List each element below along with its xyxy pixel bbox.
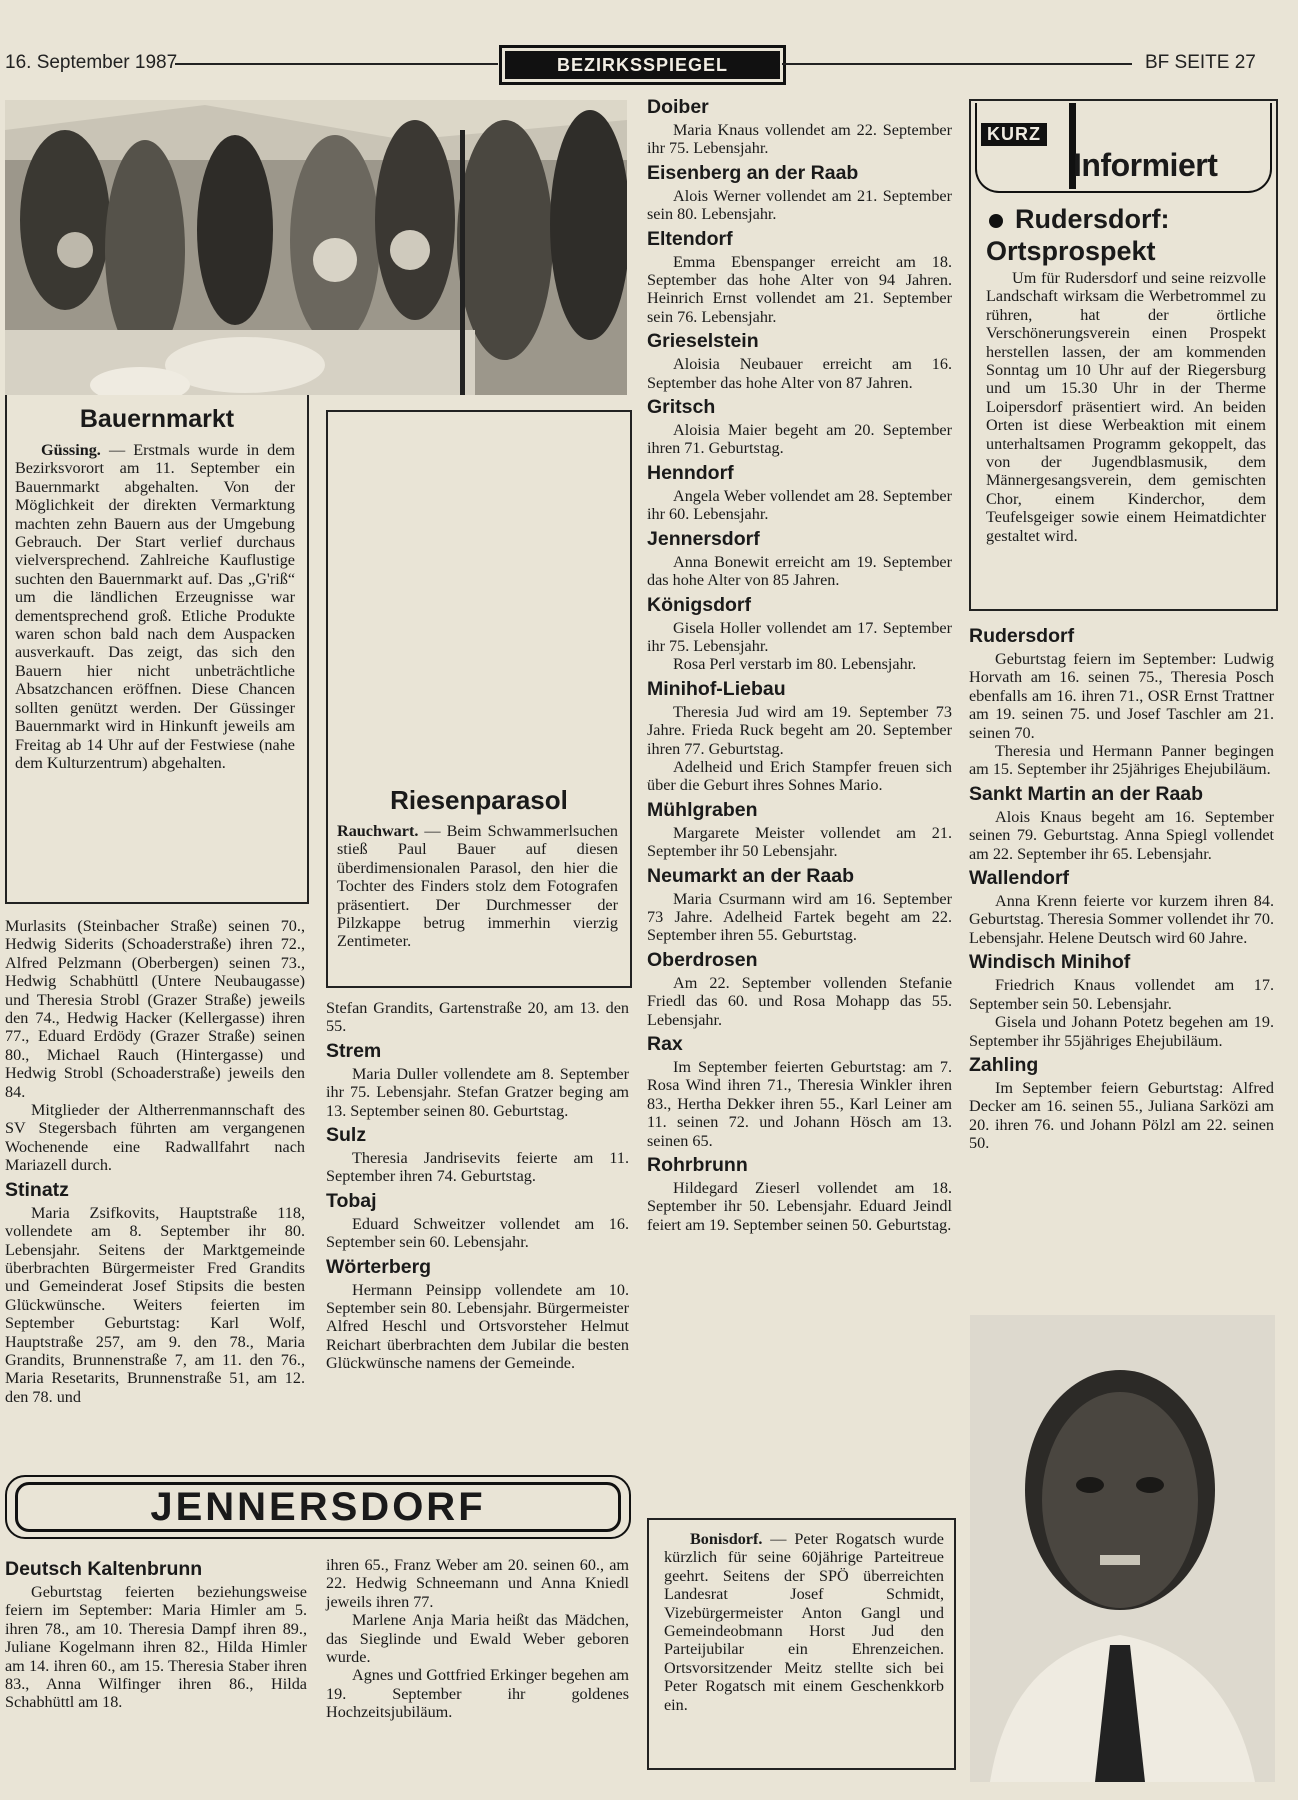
heading-grieselstein: Grieselstein [647,330,759,353]
heading-deutsch-kaltenbrunn: Deutsch Kaltenbrunn [5,1558,203,1580]
col1-paragraph-1: Murlasits (Steinbacher Straße) seinen 70., Hedwig Siderits (Schoaderstraße) ihren 72., Alfred Pelzmann (Oberbergen) seinen 73., Hedwig Schabhüttl (Untere Neubaugasse) und Theresia Strobl (Grazer Straße) jeweils den 74., Hedwig Hacker (Kellergasse) ihren 77., Eduard Erdödy (Grazer Straße) seinen 80., Michael Rauch (Hintergasse) und Hedwig Strobl (Schoaderstraße) jeweils den 84. [5,917,305,1101]
eltendorf-text: Emma Ebenspanger erreicht am 18. September das hohe Alter von 94 Jahren. Heinrich Ernst vollendet am 21. September sein 76. Lebensjahr. [647,252,952,326]
heading-eltendorf: Eltendorf [647,227,733,250]
deutsch-kaltenbrunn-text-2: ihren 65., Franz Weber am 20. seinen 60., am 22. Hedwig Schneemann und Anna Kniedl jeweils ihren 77. [326,1556,629,1611]
oberdrosen-text: Am 22. September vollenden Stefanie Friedl das 60. und Rosa Mohapp das 55. Lebensjahr. [647,973,952,1029]
rudersdorf-text: Geburtstag feiern im September: Ludwig Horvath am 16. seinen 75., Theresia Posch ebenfalls am 16. ihren 71., OSR Ernst Trattner am 19. seinen 75. und Josef Taschler am 21. seinen 70. [969,650,1274,742]
jennersdorf-banner [5,1475,631,1539]
heading-koenigsdorf: Königsdorf [647,593,751,616]
heading-henndorf: Henndorf [647,461,734,484]
neumarkt-text: Maria Csurmann wird am 16. September 73 Jahre. Adelheid Fartek begeht am 22. September ihren 55. Geburtstag. [647,889,952,945]
riesenparasol-place: Rauchwart. [337,822,419,840]
minihof-liebau-text-2: Adelheid und Erich Stampfer freuen sich über die Geburt ihres Sohnes Mario. [647,757,952,795]
column-4 [969,625,1274,1153]
page-number: BF SEITE 27 [1145,52,1256,73]
heading-neumarkt: Neumarkt an der Raab [647,864,854,887]
heading-wallendorf: Wallendorf [969,867,1070,890]
koenigsdorf-text-2: Rosa Perl verstarb im 80. Lebensjahr. [673,655,917,674]
eisenberg-text: Alois Werner vollendet am 21. September sein 80. Lebensjahr. [647,186,952,224]
man-portrait-image [970,1315,1275,1782]
heading-rax: Rax [647,1033,683,1055]
koenigsdorf-text: Gisela Holler vollendet am 17. September ihr 75. Lebensjahr. [647,618,952,655]
riesenparasol-body [337,822,618,951]
sulz-text: Theresia Jandrisevits feierte am 11. September ihren 74. Geburtstag. [326,1149,629,1186]
riesenparasol-article [326,410,632,988]
header-rule-left [175,63,498,65]
grieselstein-text: Aloisia Neubauer erreicht am 16. September das hohe Alter von 87 Jahren. [647,355,952,392]
bauernmarkt-body [15,441,295,772]
bauernmarkt-photo [5,100,627,395]
column-2-lower [326,999,629,1373]
heading-sankt-martin: Sankt Martin an der Raab [969,782,1204,805]
kurz-informiert-box [969,99,1278,611]
heading-zahling: Zahling [969,1053,1039,1076]
minihof-liebau-text: Theresia Jud wird am 19. September 73 Jahre. Frieda Ruck begeht am 20. September ihren 77. Geburtstag. [647,702,952,758]
heading-doiber: Doiber [647,96,709,118]
windisch-minihof-text: Friedrich Knaus vollendet am 17. September sein 50. Lebensjahr. [969,976,1274,1013]
wallendorf-text: Anna Krenn feierte vor kurzem ihren 84. Geburtstag. Theresia Sommer vollendet ihr 70. Lebensjahr. Helene Deutsch wird 60 Jahre. [969,892,1274,947]
heading-woerterberg: Wörterberg [326,1255,432,1278]
heading-rohrbrunn: Rohrbrunn [647,1154,748,1177]
bonisdorf-text: — Peter Rogatsch wurde kürzlich für seine 60jährige Parteitreue geehrt. Seitens der SPÖ überreichten Landesrat Josef Schmidt, Vizebürgermeister Anton Gangl und Gemeindeobmann Horst Jud den Parteijubilar ein Ehrenzeichen. Ortsvorsitzender Meitz stellte sich bei Peter Rogatsch mit einem Geschenkkorb ein. [664,1530,944,1714]
zahling-text: Im September feiern Geburtstag: Alfred Decker am 16. seinen 55., Juliana Sarközi am 20. ihren 76. und Johann Pölzl am 22. seinen 50. [969,1078,1274,1153]
jennersdorf-col-left [5,1558,307,1712]
rohrbrunn-text: Hildegard Zieserl vollendet am 18. September ihr 50. Lebensjahr. Eduard Jeindl feiert am 19. September seinen 50. Geburtstag. [647,1179,952,1234]
henndorf-text: Angela Weber vollendet am 28. September ihr 60. Lebensjahr. [647,486,952,524]
bauernmarkt-place: Güssing. [41,441,101,459]
column-1-lower [5,917,305,1406]
section-banner [499,45,786,85]
heading-gritsch: Gritsch [647,396,716,419]
heading-strem: Strem [326,1039,382,1062]
col1-paragraph-2: Mitglieder der Altherrenmannschaft des SV Stegersbach führten am vergangenen Wochenende eine Radwallfahrt nach Mariazell durch. [5,1101,305,1175]
kurz-headline-1: Rudersdorf: [1015,204,1170,234]
bonisdorf-article [647,1518,956,1770]
kurz-text: Um für Rudersdorf und seine reizvolle Landschaft wirksam die Werbetrommel zu rühren, hat der örtliche Verschönerungsverein einen Prospekt herstellen lassen, der am kommenden Sonntag um 10 Uhr auf der Riegersburg und um 15.30 Uhr in der Therme Loipersdorf präsentiert wird. An beiden Orten ist diese Werbeaktion mit einem unterhaltsamen Programm gekoppelt, das von der Jugendblasmusik, dem Männergesangsverein, dem gemischten Chor, einem Kinderchor, dem Teufelsgeiger sowie einem Heimatdichter gestaltet wird. [986,269,1266,545]
issue-date: 16. September 1987 [5,52,178,73]
bauernmarkt-article [5,395,309,904]
jennersdorf-banner-label: JENNERSDORF [150,1484,486,1529]
tobaj-text: Eduard Schweitzer vollendet am 16. September sein 60. Lebensjahr. [326,1214,629,1252]
riesenparasol-text: — Beim Schwammerlsuchen stieß Paul Bauer auf diesen überdimensionalen Parasol, den hier die Tochter des Finders stolz dem Fotografen präsentiert. Der Durchmesser der Pilzkappe betrug immerhin vierzig Zentimeter. [337,822,618,951]
rax-text: Im September feierten Geburtstag: am 7. Rosa Wind ihren 71., Theresia Winkler ihren 83., Hertha Dekker ihren 55., Karl Leiner am 11. seinen 72. und Johann Hösch am 13. seinen 65. [647,1058,952,1150]
kurz-headline [986,203,1170,267]
woerterberg-text: Hermann Peinsipp vollendete am 10. September sein 80. Lebensjahr. Bürgermeister Alfred Heschl und Ortsvorsteher Helmut Reichart überbrachten dem Jubilar die besten Glückwünsche namens der Gemeinde. [326,1280,629,1373]
heading-windisch-minihof: Windisch Minihof [969,951,1131,974]
header-rule-right [782,63,1132,65]
rudersdorf-text-2: Theresia und Hermann Panner begingen am 15. September ihr 25jähriges Ehejubiläum. [969,742,1274,779]
windisch-minihof-text-2: Gisela und Johann Potetz begehen am 19. September ihr 55jähriges Ehejubiläum. [969,1013,1274,1050]
strem-text: Maria Duller vollendete am 8. September ihr 75. Lebensjahr. Stefan Gratzer beging am 13. September seinen 80. Geburtstag. [326,1064,629,1120]
section-banner-label: BEZIRKSSPIEGEL [505,51,780,79]
jennersdorf-banner-inner [15,1482,621,1532]
column-3 [647,96,952,1234]
deutsch-kaltenbrunn-text: Geburtstag feierten beziehungsweise feiern im September: Maria Himler am 5. ihren 78., am 10. Theresia Dampf ihren 89., Juliane Kogelmann ihren 82., Hilda Himler am 14. ihren 60., am 15. Theresia Staber ihren 83., Anna Wilfinger ihren 86., Hilda Schabhüttl am 18. [5,1583,307,1712]
kurz-headline-2: Ortsprospekt [986,236,1156,266]
gritsch-text: Aloisia Maier begeht am 20. September ihren 71. Geburtstag. [647,421,952,458]
kurz-informiert-banner [975,103,1272,193]
bonisdorf-body [664,1530,944,1714]
heading-rudersdorf: Rudersdorf [969,625,1075,647]
jennersdorf-town-text: Anna Bonewit erreicht am 19. September das hohe Alter von 85 Jahren. [647,552,952,590]
doiber-text: Maria Knaus vollendet am 22. September ihr 75. Lebensjahr. [647,121,952,158]
col2-paragraph-1: Stefan Grandits, Gartenstraße 20, am 13. den 55. [326,999,629,1036]
stinatz-text: Maria Zsifkovits, Hauptstraße 118, vollendete am 8. September ihr 80. Lebensjahr. Seitens der Marktgemeinde überbrachten Bürgermeister Fred Grandits und Gemeinderat Josef Stipsits die besten Glückwünsche. Weiters feierten im September Geburtstag: Karl Wolf, Hauptstraße 257, am 9. den 78., Maria Grandits, Brunnenstraße 7, am 11. den 76., Maria Resetarits, Brunnenstraße 51, am 12. den 78. und [5,1203,305,1406]
heading-eisenberg: Eisenberg an der Raab [647,161,859,184]
kurz-title: Informiert [1073,147,1218,183]
deutsch-kaltenbrunn-text-3: Marlene Anja Maria heißt das Mädchen, das Sieglinde und Ewald Weber geboren wurde. [326,1611,629,1667]
market-scene-image [5,100,627,395]
heading-minihof-liebau: Minihof-Liebau [647,677,786,700]
heading-sulz: Sulz [326,1124,367,1147]
sankt-martin-text: Alois Knaus begeht am 16. September seinen 79. Geburtstag. Anna Spiegl vollendet am 22. September ihr 65. Lebensjahr. [969,807,1274,863]
portrait-photo [970,1315,1275,1782]
heading-stinatz: Stinatz [5,1178,69,1201]
heading-tobaj: Tobaj [326,1189,377,1212]
heading-jennersdorf-town: Jennersdorf [647,527,760,550]
bauernmarkt-text: — Erstmals wurde in dem Bezirksvorort am 11. September ein Bauernmarkt abgehalten. Von der Möglichkeit der direkten Vermarktung machten zehn Bauern aus der Umgebung Gebrauch. Der Start verlief durchaus vielversprechend. Zahlreiche Kauflustige suchten den Bauernmarkt auf. Das „G'riß“ um die ländlichen Erzeugnisse war dementsprechend groß. Etliche Produkte waren schon bald nach dem Auspacken ausverkauft. Das zeigt, das sich den Bauern hier nicht unbeträchtliche Absatzchancen eröffnen. Diese Chancen sollten genützt werden. Der Güssinger Bauernmarkt wird in Hinkunft jeweils am Freitag ab 14 Uhr auf der Festwiese (nahe dem Kulturzentrum) abgehalten. [15,441,296,772]
deutsch-kaltenbrunn-text-4: Agnes und Gottfried Erkinger begehen am 19. September ihr goldenes Hochzeitsjubiläum. [326,1666,629,1722]
heading-oberdrosen: Oberdrosen [647,948,758,971]
kurz-badge: KURZ [981,123,1047,146]
riesenparasol-title: Riesenparasol [390,785,568,815]
muehlgraben-text: Margarete Meister vollendet am 21. September ihr 50 Lebensjahr. [647,823,952,861]
bullet-icon [989,214,1003,228]
bauernmarkt-title: Bauernmarkt [79,405,235,433]
jennersdorf-col-right [326,1556,629,1722]
kurz-body [986,269,1266,545]
heading-muehlgraben: Mühlgraben [647,798,758,821]
bonisdorf-place: Bonisdorf. [690,1530,763,1548]
